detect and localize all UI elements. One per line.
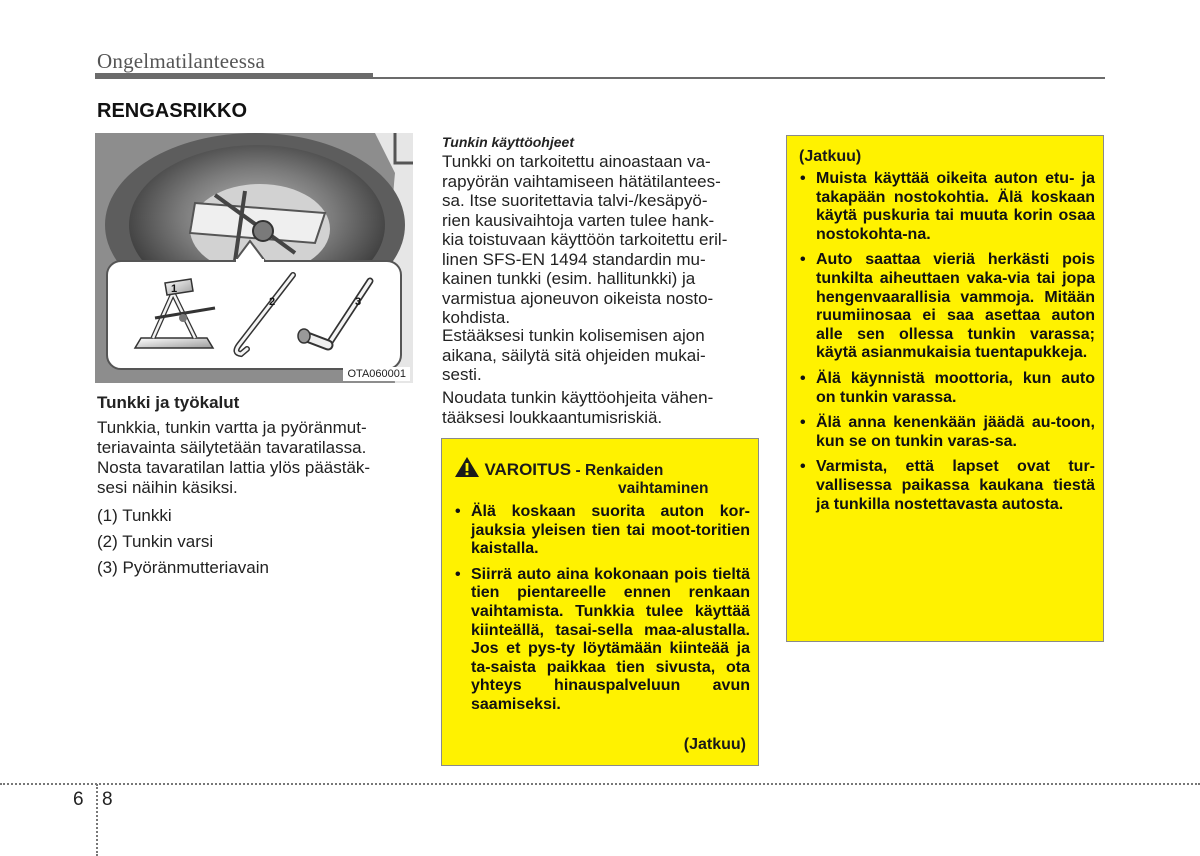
continued-warning-box xyxy=(786,135,1104,642)
page-number: 8 xyxy=(102,789,113,810)
item-jack-handle: (2) Tunkin varsi xyxy=(97,532,214,551)
header-rule-thick xyxy=(95,73,373,79)
continued-bullet: • Älä käynnistä moottoria, kun auto on tunkin varassa. xyxy=(799,370,1095,407)
text-line: Tunkki on tarkoitettu ainoastaan va- xyxy=(442,152,711,171)
warning-bullet: • Älä koskaan suorita auton kor-jauksia yleisen tien tai moot-toritien kaistalla. xyxy=(454,503,750,559)
item-jack: (1) Tunkki xyxy=(97,506,172,525)
storage-line: teriavainta säilytetään tavaratilassa. xyxy=(97,438,367,457)
instructions-paragraph-3 xyxy=(442,388,758,427)
warning-triangle-icon xyxy=(454,456,480,478)
text-line: Estääksesi tunkin kolisemisen ajon xyxy=(442,326,705,345)
warning-continued: (Jatkuu) xyxy=(683,736,746,753)
text-line: sa. Itse suoritettavia talvi-/kesäpyö- xyxy=(442,191,708,210)
text-line: sesti. xyxy=(442,365,482,384)
text-line: Noudata tunkin käyttöohjeita vähen- xyxy=(442,388,714,407)
warning-subtitle-2: vaihtaminen xyxy=(618,480,709,497)
warning-bullet-list xyxy=(454,503,750,722)
instructions-paragraph-1 xyxy=(442,152,758,328)
warning-header xyxy=(454,456,754,480)
warning-bullet: • Siirrä auto aina kokonaan pois tieltä tien pientareelle ennen renkaan vaihtamista. Tunkkia tulee käyttää kiinteällä, tasai-sella maa-alustalla. Jos et pys-ty löytämään kiinteää ja ta-saista paikkaa tien sivusta, ota yhteys hinauspalveluun avun saamiseksi. xyxy=(454,566,750,715)
text-line: kainen tunkki (esim. hallitunkki) ja xyxy=(442,269,696,288)
text-line: kohdista. xyxy=(442,308,511,327)
tools-inset xyxy=(107,261,401,369)
jack-tools-figure xyxy=(95,133,413,383)
instructions-title: Tunkin käyttöohjeet xyxy=(442,134,574,150)
text-line: tääksesi loukkaantumisriskiä. xyxy=(442,407,663,427)
footer-dotted-rule xyxy=(0,783,1200,785)
section-title: RENGASRIKKO xyxy=(97,100,248,122)
warning-label: VAROITUS xyxy=(484,460,572,479)
footer-dotted-divider xyxy=(96,784,98,856)
text-line: rien kausivaihtoja varten tulee hank- xyxy=(442,210,715,230)
storage-line: Nosta tavaratilan lattia ylös päästäk- xyxy=(97,458,371,477)
text-line: varmistua ajoneuvon oikeista nosto- xyxy=(442,288,714,308)
storage-paragraph xyxy=(97,418,409,498)
continued-bullet-list xyxy=(799,170,1095,521)
continued-bullet: • Muista käyttää oikeita auton etu- ja takapään nostokohtia. Älä koskaan käytä puskuria tai muuta korin osaa nostokohta-na. xyxy=(799,170,1095,244)
warning-box xyxy=(441,438,759,766)
text-line: aikana, säilytä sitä ohjeiden mukai- xyxy=(442,345,706,365)
text-line: kia toistuvaan käyttöön tarkoitettu eril- xyxy=(442,230,728,249)
callout-2: 2 xyxy=(269,296,276,308)
chapter-title: Ongelmatilanteessa xyxy=(97,49,266,73)
figure-code: OTA060001 xyxy=(343,367,410,381)
text-line: rapyörän vaihtamiseen hätätilantees- xyxy=(442,171,721,191)
header-rule-thin xyxy=(373,77,1105,79)
continued-header: (Jatkuu) xyxy=(799,148,862,165)
item-lug-wrench: (3) Pyöränmutteriavain xyxy=(97,558,269,577)
text-line: linen SFS-EN 1494 standardin mu- xyxy=(442,249,706,269)
callout-3: 3 xyxy=(355,296,362,308)
figure-caption: Tunkki ja työkalut xyxy=(97,393,240,412)
continued-bullet: • Varmista, että lapset ovat tur-vallisessa paikassa kaukana tiestä ja tunkilla nostettavasta autosta. xyxy=(799,458,1095,514)
callout-1: 1 xyxy=(171,283,178,295)
chapter-number: 6 xyxy=(73,789,84,810)
trunk-illustration xyxy=(95,133,413,383)
continued-bullet: • Älä anna kenenkään jäädä au-toon, kun se on tunkin varas-sa. xyxy=(799,414,1095,451)
warning-subtitle-1: - Renkaiden xyxy=(575,462,664,479)
instructions-paragraph-2 xyxy=(442,326,758,385)
continued-bullet: • Auto saattaa vieriä herkästi pois tunkilta aiheuttaen vaka-via tai jopa hengenvaarallisia vammoja. Mitään ruumiinosaa ei saa asettaa auton alle sen ollessa tunkin varassa; käytä asianmukaisia tuentapukkeja. xyxy=(799,251,1095,363)
storage-line: sesi näihin käsiksi. xyxy=(97,478,238,497)
storage-line: Tunkkia, tunkin vartta ja pyöränmut- xyxy=(97,418,367,437)
